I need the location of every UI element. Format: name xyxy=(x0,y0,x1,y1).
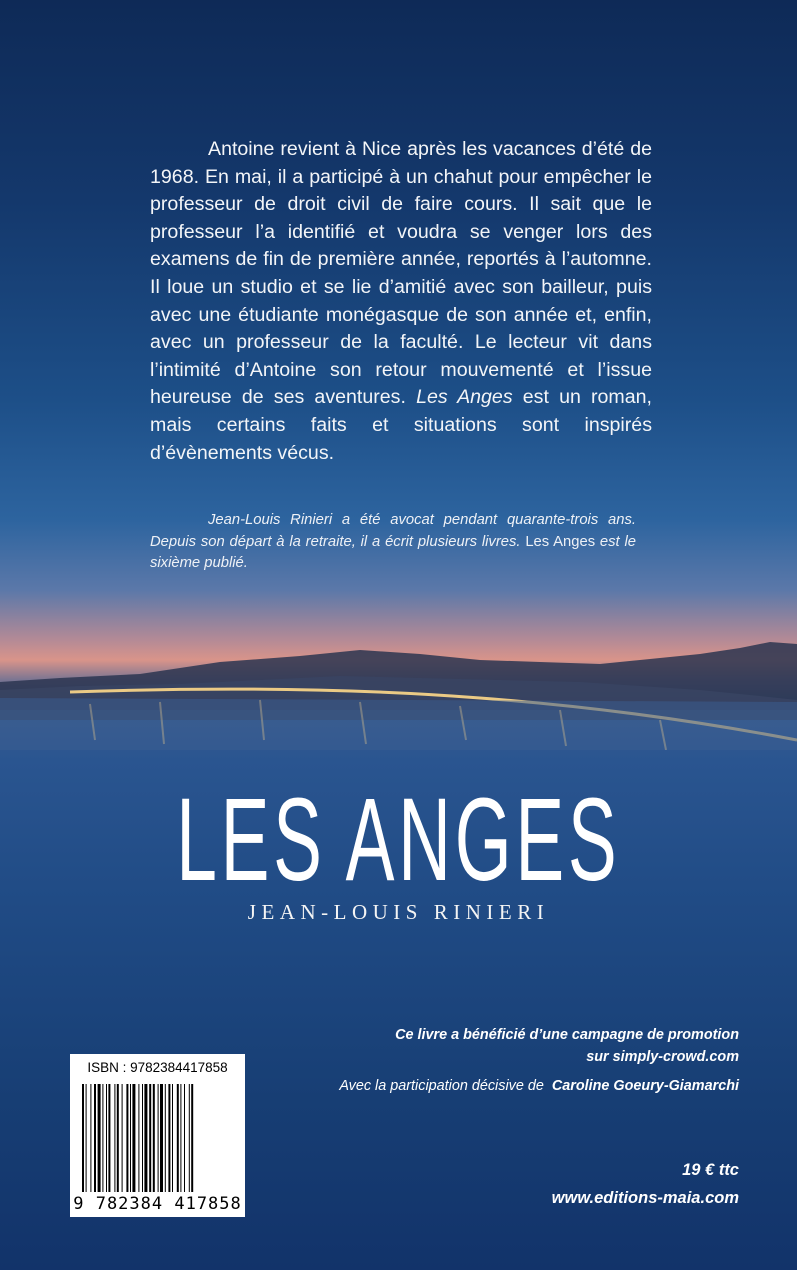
barcode-bar xyxy=(165,1084,166,1192)
barcode-bar xyxy=(114,1084,115,1192)
city-skyline-illustration xyxy=(0,640,797,750)
barcode-bar xyxy=(132,1084,135,1192)
barcode-bar xyxy=(82,1084,84,1192)
barcode-bar xyxy=(106,1084,107,1192)
barcode-icon xyxy=(82,1084,233,1192)
barcode-block xyxy=(70,1054,245,1217)
back-cover-blurb xyxy=(150,136,652,467)
promotion-line-1: Ce livre a bénéficié d’une campagne de promotion xyxy=(395,1027,739,1043)
barcode-bar xyxy=(144,1084,147,1192)
promotion-note xyxy=(395,1024,739,1068)
barcode-bar xyxy=(90,1084,91,1192)
barcode-bar xyxy=(191,1084,193,1192)
barcode-bar xyxy=(86,1084,87,1192)
barcode-bar xyxy=(138,1084,139,1192)
barcode-bar xyxy=(172,1084,173,1192)
blurb-text-2: est un roman, mais certains faits et situations sont inspirés d’évènements vécus. xyxy=(150,386,652,464)
barcode-bar xyxy=(94,1084,96,1192)
isbn-label: ISBN : 9782384417858 xyxy=(87,1060,228,1075)
bio-text-2: est le sixième publié. xyxy=(150,533,637,571)
barcode-bar xyxy=(142,1084,143,1192)
book-title: LES ANGES xyxy=(176,774,621,906)
barcode-bar xyxy=(180,1084,181,1192)
publisher-website: www.editions-maia.com xyxy=(551,1189,739,1207)
barcode-bar xyxy=(160,1084,163,1192)
bio-text-1: Jean-Louis Rinieri a été avocat pendant quarante-trois ans. Depuis son départ à la retraite, il a écrit plusieurs livres. xyxy=(150,512,636,550)
barcode-bar xyxy=(130,1084,131,1192)
barcode-bar xyxy=(153,1084,155,1192)
promotion-line-2: sur simply-crowd.com xyxy=(586,1049,739,1065)
barcode-bar xyxy=(177,1084,179,1192)
barcode-bar xyxy=(98,1084,101,1192)
barcode-bar xyxy=(184,1084,185,1192)
blurb-book-title: Les Anges xyxy=(416,386,513,409)
participation-prefix: Avec la participation décisive de xyxy=(339,1078,544,1094)
barcode-digits: 9 782384 417858 xyxy=(73,1194,242,1214)
participation-name: Caroline Goeury-Giamarchi xyxy=(551,1078,739,1094)
author-bio xyxy=(150,510,636,575)
barcode-bar xyxy=(149,1084,151,1192)
barcode-bar xyxy=(108,1084,110,1192)
barcode-bar xyxy=(189,1084,190,1192)
barcode-bar xyxy=(126,1084,128,1192)
blurb-text-1: Antoine revient à Nice après les vacances d’été de 1968. En mai, il a participé à un chahut pour empêcher le professeur de droit civil de faire cours. Il sait que le professeur l’a identifié et voudra se venger lors des examens de fin de première année, reportés à l’automne. Il loue un studio et se lie d’amitié avec son bailleur, puis avec une étudiante monégasque de son année et, enfin, avec un professeur de la faculté. Le lecteur vit dans l’intimité d’Antoine son retour mouvementé et l’issue heureuse de ses aventures. xyxy=(150,138,652,409)
price: 19 € ttc xyxy=(682,1161,739,1179)
author-name: JEAN-LOUIS RINIERI xyxy=(247,900,550,924)
barcode-bar xyxy=(102,1084,103,1192)
participation-credit xyxy=(339,1078,739,1094)
barcode-bar xyxy=(122,1084,123,1192)
barcode-bar xyxy=(168,1084,170,1192)
barcode-bar xyxy=(158,1084,159,1192)
barcode-bar xyxy=(117,1084,119,1192)
bio-book-title: Les Anges xyxy=(525,533,596,550)
